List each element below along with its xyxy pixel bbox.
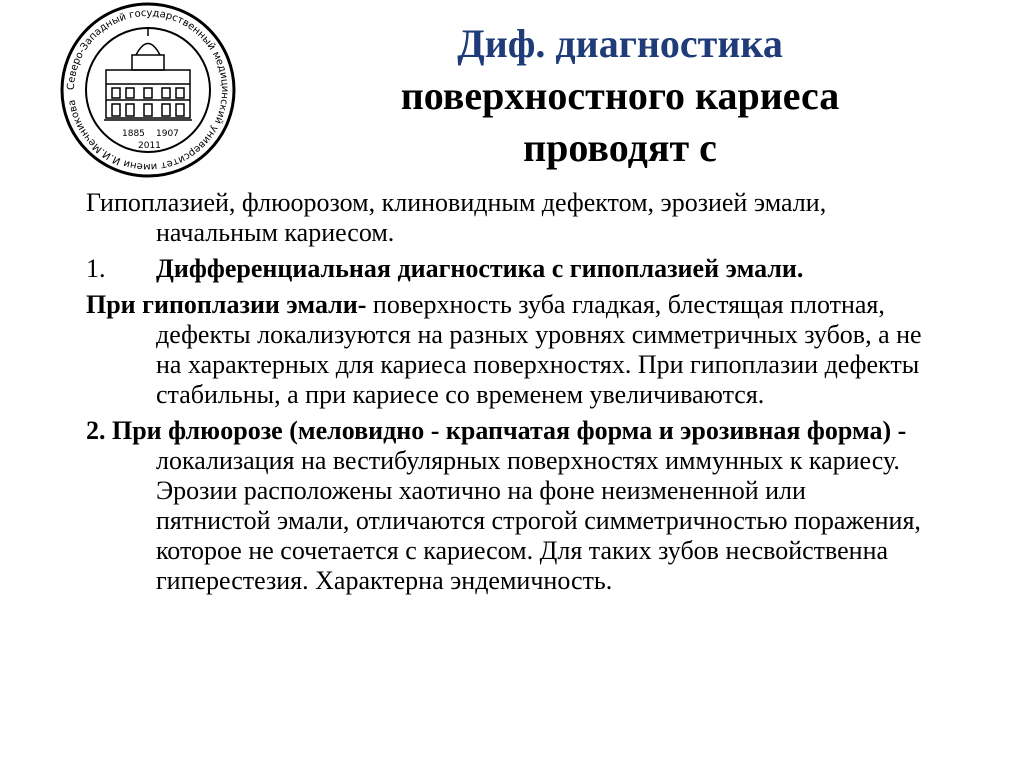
numbered-item-1 <box>86 254 926 284</box>
title-line-3: проводят с <box>523 125 717 170</box>
item-1-number: 1. <box>86 254 106 283</box>
fluorosis-text: локализация на вестибулярных поверхностях иммунных к кариесу. Эрозии расположены хаотично на фоне неизмененной или пятнистой эмали, отличаются строгой симметричностью поражения, которое не сочетается с кариесом. Для таких зубов несвойственна гиперестезия. Характерна эндемичность. <box>156 446 921 595</box>
slide-title <box>330 18 910 174</box>
seal-year-1: 1885 <box>122 129 145 139</box>
title-line-2: поверхностного кариеса <box>400 73 840 118</box>
building-icon <box>104 28 192 120</box>
intro-paragraph: Гипоплазией, флюорозом, клиновидным дефектом, эрозией эмали, начальным кариесом. <box>86 188 827 247</box>
seal-year-2: 1907 <box>156 129 179 139</box>
hypoplasia-lead: При гипоплазии эмали- <box>86 290 367 319</box>
title-line-1: Диф. диагностика <box>457 21 783 66</box>
hypoplasia-text: поверхность зуба гладкая, блестящая плотная, дефекты локализуются на разных уровнях симметричных зубов, а не на характерных для кариеса поверхностях. При гипоплазии дефекты стабильны, а при кариесе со временем увеличиваются. <box>156 290 922 409</box>
hypoplasia-paragraph <box>86 290 926 410</box>
fluorosis-paragraph <box>86 416 926 596</box>
university-seal-logo <box>56 0 240 180</box>
seal-ring-text: Северо-Западный государственный медицинский университет имени И.И.Мечникова <box>65 7 231 173</box>
fluorosis-lead: 2. При флюорозе (меловидно - крапчатая форма и эрозивная форма) - <box>86 416 907 445</box>
slide-content <box>86 188 926 602</box>
item-1-text: Дифференциальная диагностика с гипоплазией эмали. <box>156 254 804 283</box>
seal-year-3: 2011 <box>138 141 161 151</box>
